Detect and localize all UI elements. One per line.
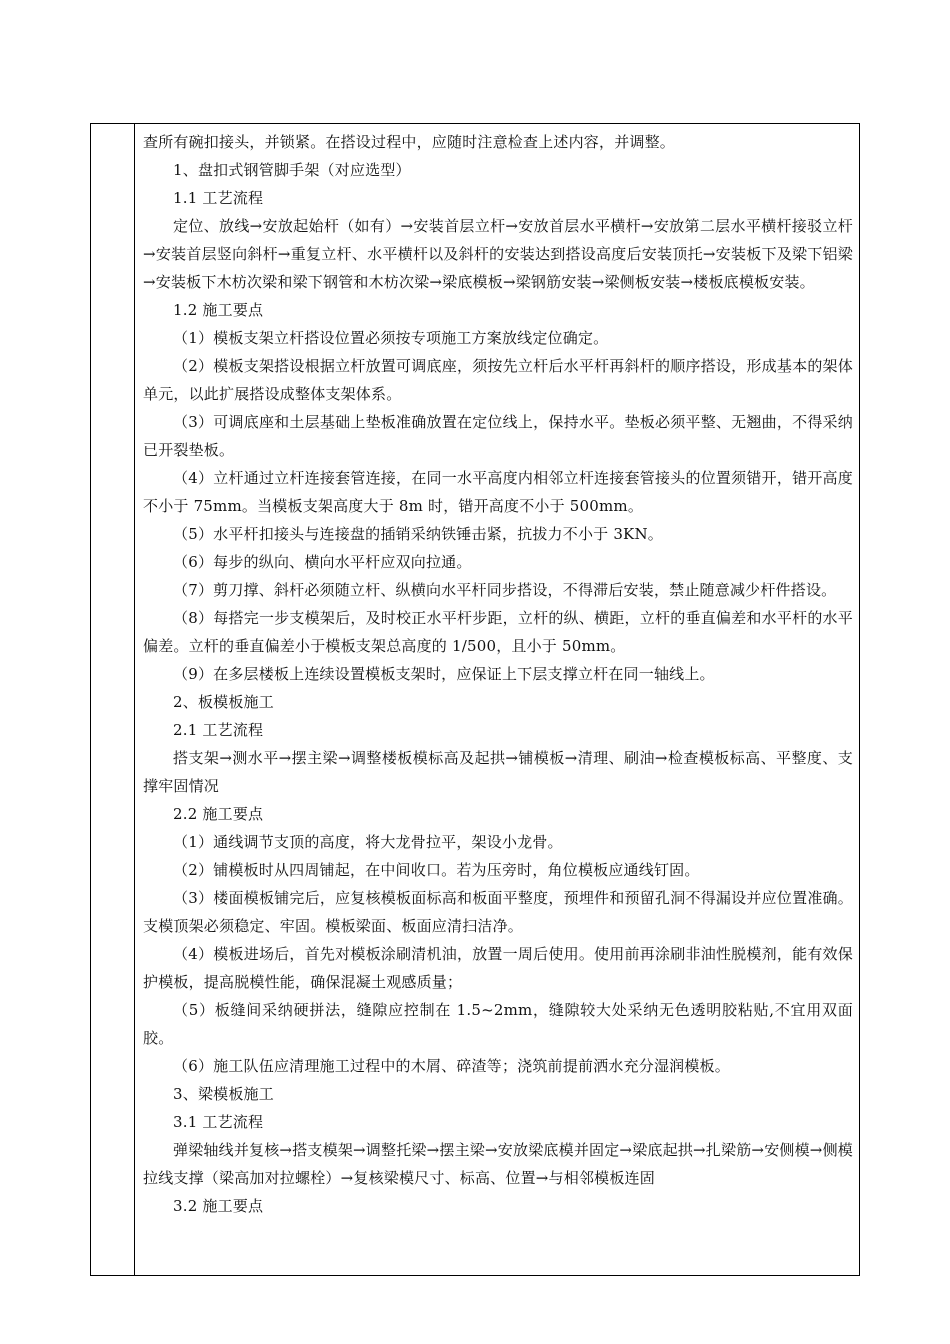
construction-point-4: （4）立杆通过立杆连接套管连接，在同一水平高度内相邻立杆连接套管接头的位置须错开，错开高度不小于 75mm。当模板支架高度大于 8m 时，错开高度不小于 500mm。 [143,469,853,515]
board-formwork-point-4: （4）模板进场后，首先对模板涂刷清机油，放置一周后使用。使用前再涂刷非油性脱模剂，能有效保护模板，提高脱模性能，确保混凝土观感质量； [143,945,853,991]
construction-point-6: （6）每步的纵向、横向水平杆应双向拉通。 [173,553,472,571]
section-heading-3: 3、梁模板施工 [173,1085,274,1103]
construction-point-3: （3）可调底座和土层基础上垫板准确放置在定位线上，保持水平。垫板必须平整、无翘曲，不得采纳已开裂垫板。 [143,413,853,459]
board-formwork-point-6: （6）施工队伍应清理施工过程中的木屑、碎渣等；浇筑前提前洒水充分湿润模板。 [173,1057,730,1075]
subsection-heading-1-1: 1.1 工艺流程 [173,189,264,207]
board-formwork-point-1: （1）通线调节支顶的高度，将大龙骨拉平，架设小龙骨。 [173,833,563,851]
left-table-column [91,124,135,1275]
construction-point-5: （5）水平杆扣接头与连接盘的插销采纳铁锤击紧，抗拔力不小于 3KN。 [173,525,663,543]
subsection-heading-3-1: 3.1 工艺流程 [173,1113,264,1131]
construction-method-table [90,123,860,1276]
construction-point-8: （8）每搭完一步支模架后，及时校正水平杆步距，立杆的纵、横距，立杆的垂直偏差和水平杆的水平偏差。立杆的垂直偏差小于模板支架总高度的 1/500，且小于 50mm。 [143,609,853,655]
subsection-heading-2-2: 2.2 施工要点 [173,805,264,823]
process-flow-paragraph-1: 定位、放线→安放起始杆（如有）→安装首层立杆→安放首层水平横杆→安放第二层水平横杆接驳立杆→安装首层竖向斜杆→重复立杆、水平横杆以及斜杆的安装达到搭设高度后安装顶托→安装板下及梁下铝梁→安装板下木枋次梁和梁下钢管和木枋次梁→梁底模板→梁钢筋安装→梁侧板安装→楼板底模板安装。 [143,217,853,291]
construction-point-7: （7）剪刀撑、斜杆必须随立杆、纵横向水平杆同步搭设，不得滞后安装，禁止随意减少杆件搭设。 [173,581,837,599]
construction-point-9: （9）在多层楼板上连续设置模板支架时，应保证上下层支撑立杆在同一轴线上。 [173,665,715,683]
section-heading-2: 2、板模板施工 [173,693,274,711]
board-formwork-point-2: （2）铺模板时从四周铺起，在中间收口。若为压旁时，角位模板应通线钉固。 [173,861,700,879]
process-flow-paragraph-2: 搭支架→测水平→摆主梁→调整楼板模标高及起拱→铺模板→清理、刷油→检查模板标高、平整度、支撑牢固情况 [143,749,853,795]
subsection-heading-1-2: 1.2 施工要点 [173,301,264,319]
process-flow-paragraph-3: 弹梁轴线并复核→搭支模架→调整托梁→摆主梁→安放梁底模并固定→梁底起拱→扎梁筋→安侧模→侧模拉线支撑（梁高加对拉螺栓）→复核梁模尺寸、标高、位置→与相邻模板连固 [143,1141,853,1187]
paragraph-continuation: 查所有碗扣接头，并锁紧。在搭设过程中，应随时注意检查上述内容，并调整。 [143,133,676,151]
construction-point-1: （1）模板支架立杆搭设位置必须按专项施工方案放线定位确定。 [173,329,609,347]
subsection-heading-3-2: 3.2 施工要点 [173,1197,264,1215]
board-formwork-point-5: （5）板缝间采纳硬拼法，缝隙应控制在 1.5~2mm，缝隙较大处采纳无色透明胶粘贴,不宜用双面胶。 [143,1001,853,1047]
construction-point-2: （2）模板支架搭设根据立杆放置可调底座，须按先立杆后水平杆再斜杆的顺序搭设，形成基本的架体单元，以此扩展搭设成整体支架体系。 [143,357,853,403]
construction-text-cell [143,128,853,1220]
subsection-heading-2-1: 2.1 工艺流程 [173,721,264,739]
board-formwork-point-3: （3）楼面模板铺完后，应复核模板面标高和板面平整度，预埋件和预留孔洞不得漏设并应位置准确。支模顶架必须稳定、牢固。模板梁面、板面应清扫洁净。 [143,889,853,935]
section-heading-1: 1、盘扣式钢管脚手架（对应选型） [173,161,411,179]
